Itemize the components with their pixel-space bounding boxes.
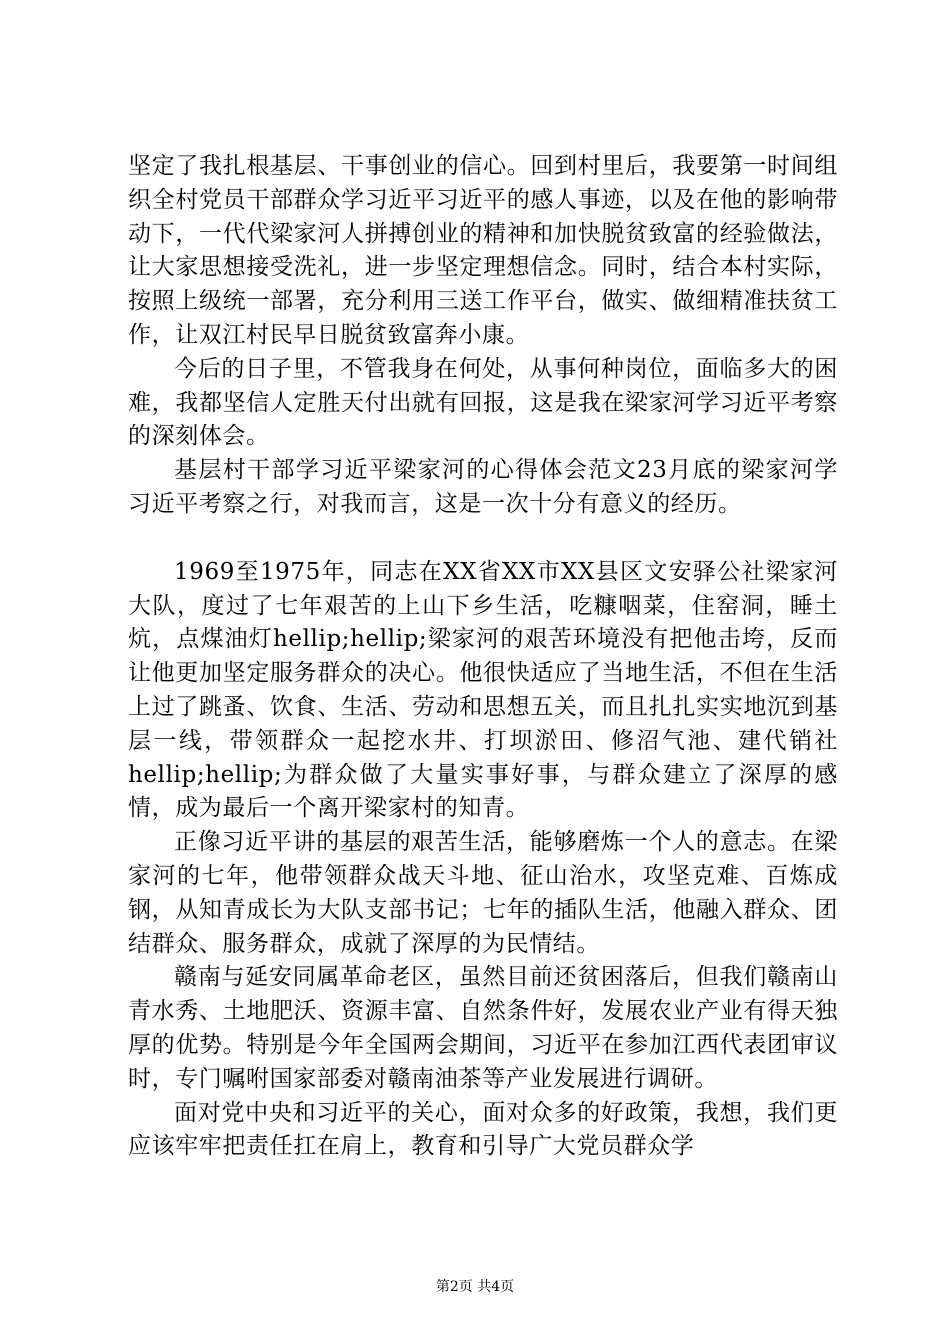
paragraph-1: 坚定了我扎根基层、干事创业的信心。回到村里后，我要第一时间组织全村党员干部群众学习近平习近平的感人事迹，以及在他的影响带动下，一代代梁家河人拼搏创业的精神和加快脱贫致富的经验做法，让大家思想接受洗礼，进一步坚定理想信念。同时，结合本村实际，按照上级统一部署，充分利用三送工作平台，做实、做细精准扶贫工作，让双江村民早日脱贫致富奔小康。 (128, 153, 838, 348)
paragraph-3: 基层村干部学习近平梁家河的心得体会范文23月底的梁家河学习近平考察之行，对我而言，这是一次十分有意义的经历。 (128, 457, 838, 517)
document-body (128, 150, 838, 1164)
page-number-footer: 第2页 共4页 (435, 1279, 515, 1295)
paragraph-6: 赣南与延安同属革命老区，虽然目前还贫困落后，但我们赣南山青水秀、土地肥沃、资源丰富、自然条件好，发展农业产业有得天独厚的优势。特别是今年全国两会期间，习近平在参加江西代表团审议时，专门嘱咐国家部委对赣南油茶等产业发展进行调研。 (128, 964, 838, 1092)
paragraph-2: 今后的日子里，不管我身在何处，从事何种岗位，面临多大的困难，我都坚信人定胜天付出就有回报，这是我在梁家河学习近平考察的深刻体会。 (128, 355, 838, 450)
paragraph-5: 正像习近平讲的基层的艰苦生活，能够磨炼一个人的意志。在梁家河的七年，他带领群众战天斗地、征山治水，攻坚克难、百炼成钢，从知青成长为大队支部书记；七年的插队生活，他融入群众、团结群众、服务群众，成就了深厚的为民情结。 (128, 829, 838, 957)
paragraph-7: 面对党中央和习近平的关心，面对众多的好政策，我想，我们更应该牢牢把责任扛在肩上，教育和引导广大党员群众学 (128, 1099, 838, 1160)
paragraph-4: 1969至1975年，同志在XX省XX市XX县区文安驿公社梁家河大队，度过了七年艰苦的上山下乡生活，吃糠咽菜，住窑洞，睡土炕，点煤油灯hellip;hellip;梁家河的艰苦环境没有把他击垮，反而让他更加坚定服务群众的决心。他很快适应了当地生活，不但在生活上过了跳蚤、饮食、生活、劳动和思想五关，而且扎扎实实地沉到基层一线，带领群众一起挖水井、打坝淤田、修沼气池、建代销社hellip;hellip;为群众做了大量实事好事，与群众建立了深厚的感情，成为最后一个离开梁家村的知青。 (128, 558, 838, 822)
